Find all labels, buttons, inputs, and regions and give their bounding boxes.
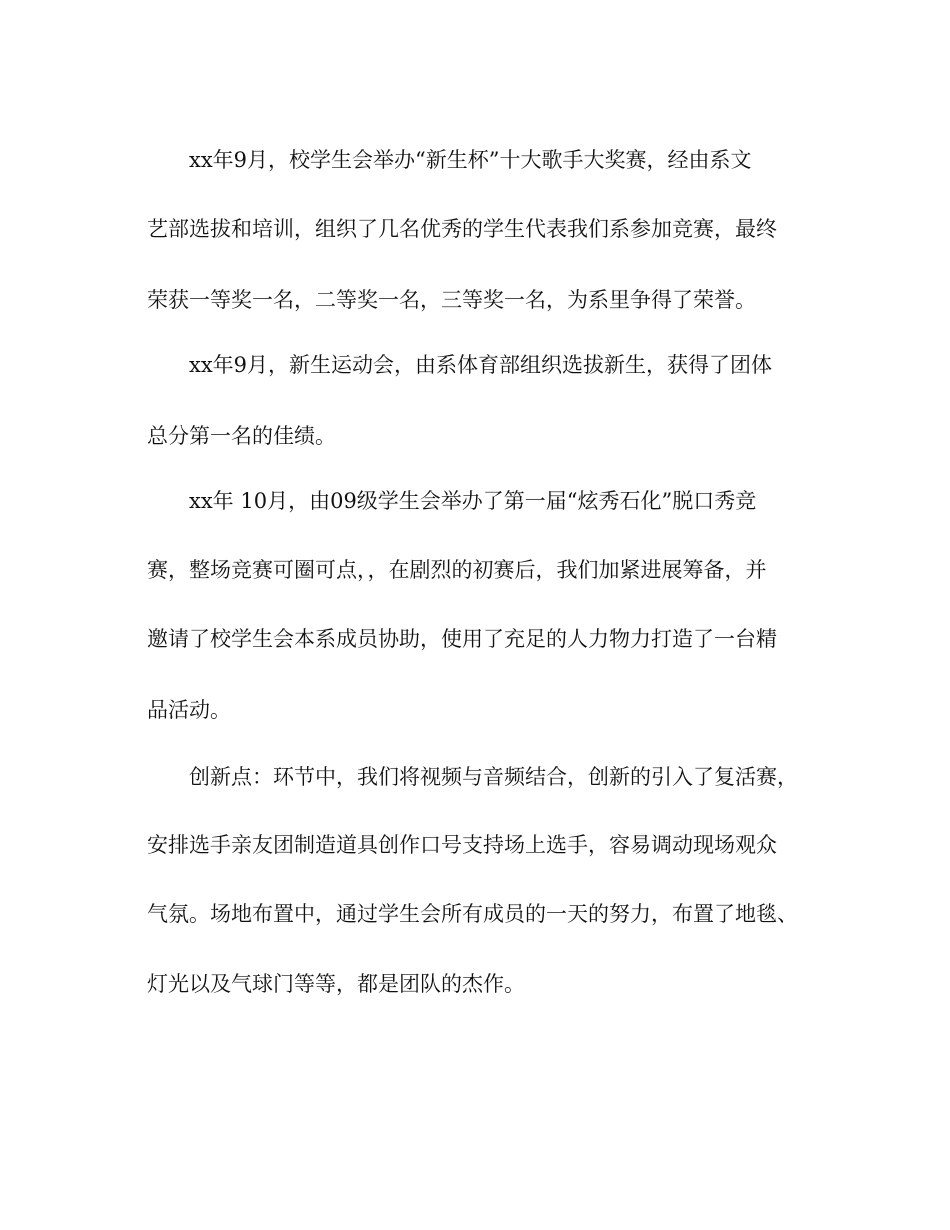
paragraph-1-line-1: xx年9月，校学生会举办“新生杯”十大歌手大奖赛，经由系文: [189, 148, 752, 172]
paragraph-3-line-3: 邀请了校学生会本系成员协助，使用了充足的人力物力打造了一台精: [147, 627, 777, 651]
paragraph-3-line-4: 品活动。: [147, 698, 231, 722]
paragraph-3-line-1: xx年 10月，由09级学生会举办了第一届“炫秀石化”脱口秀竞: [189, 489, 757, 513]
paragraph-4-line-4: 灯光以及气球门等等，都是团队的杰作。: [147, 972, 525, 996]
paragraph-3-line-2: 赛，整场竞赛可圈可点，，在剧烈的初赛后，我们加紧进展筹备，并: [147, 558, 767, 582]
paragraph-1-line-2: 艺部选拔和培训，组织了几名优秀的学生代表我们系参加竞赛，最终: [147, 217, 777, 241]
paragraph-4-line-1: 创新点：环节中，我们将视频与音频结合，创新的引入了复活赛，: [189, 765, 798, 789]
paragraph-2-line-2: 总分第一名的佳绩。: [147, 424, 336, 448]
paragraph-2-line-1: xx年9月，新生运动会，由系体育部组织选拔新生，获得了团体: [189, 353, 773, 377]
paragraph-4-line-3: 气氛。场地布置中，通过学生会所有成员的一天的努力，布置了地毯、: [147, 902, 798, 926]
paragraph-1-line-3: 荣获一等奖一名，二等奖一名，三等奖一名，为系里争得了荣誉。: [147, 288, 756, 312]
paragraph-4-line-2: 安排选手亲友团制造道具创作口号支持场上选手，容易调动现场观众: [147, 833, 777, 857]
